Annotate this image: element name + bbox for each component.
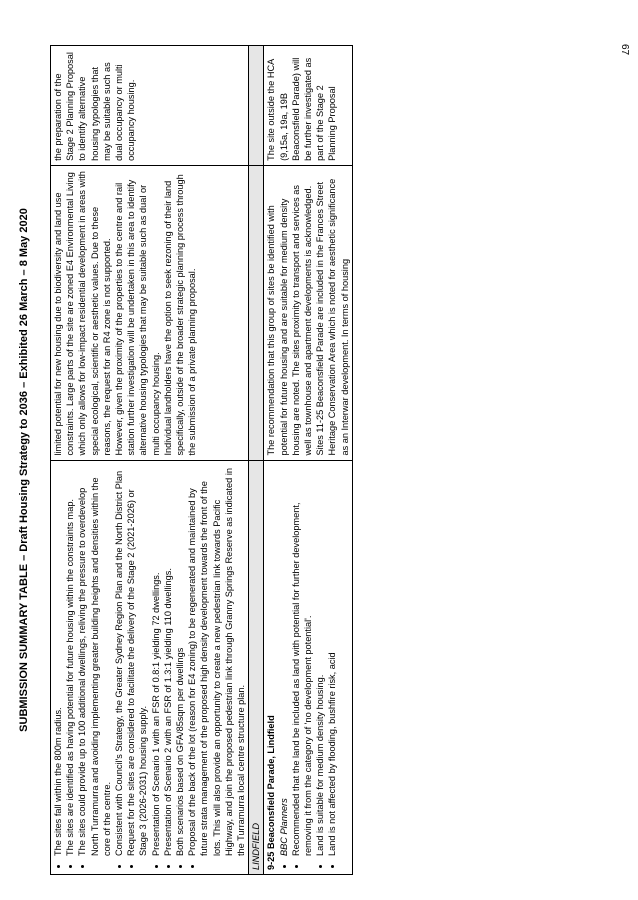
response-cell (51, 165, 249, 460)
action-cell (51, 46, 249, 166)
submission-summary-table (50, 45, 353, 875)
submission-cell (264, 460, 352, 874)
submitter-label: • BBC Planners (278, 465, 290, 856)
section-empty-cell (249, 46, 264, 166)
document-title: SUBMISSION SUMMARY TABLE – Draft Housing Strategy to 2036 – Exhibited 26 March – 8 May 2020 (18, 208, 30, 732)
response-paragraph: Individual landholders have the option to seek rezoning of their land specifically, outside of the broader strategic planning process through the submission of a private planning proposal. (162, 174, 198, 456)
response-paragraph: The recommendation that this group of sites be identified with potential for future housing and are suitable for medium density housing are noted. The sites proximity to transport and services as well as townhouse and apartment developments is acknowledged. (266, 185, 314, 456)
list-item: • Recommended that the land be included as land with potential for further development, removing it from the category of 'no development potential'. (290, 465, 314, 856)
submission-cell (51, 460, 249, 874)
submission-heading: 9-25 Beaconsfield Parade, Lindfield (266, 715, 277, 870)
list-item: • Request for the sites are considered to facilitate the delivery of the Stage 2 (2021-2026) or Stage 3 (2026-2031) housing supply. (125, 465, 149, 856)
section-row (249, 46, 264, 875)
submission-bullet-list (52, 465, 247, 870)
list-item: • The sites fall within the 800m radius. (52, 465, 64, 856)
response-paragraph: limited potential for new housing due to biodiversity and land use constraints. Large parts of the site are zoned E4 Environmental Living which only allows for low-impact residential development in areas with special ecological, scientific or aesthetic values. Due to these reasons, the request for an R4 zone is not supported. (53, 171, 112, 456)
page-number: 67 (618, 43, 630, 56)
list-item: • Proposal of the back of the lot (reason for E4 zoning) to be regenerated and maintained by future strata management of the proposed high density development towards the front of the lots. This will also provide an opportunity to create a new pedestrian link towards Pacific Highway, and join the proposed pedestrian link through Granny Springs Reserve as indicated in the Turramurra local centre structure plan. (186, 465, 247, 856)
list-item: • Land is suitable for medium density housing. (314, 465, 326, 856)
list-item: • Presentation of Scenario 2 with an FSR of 1.3:1 yielding 110 dwellings. (162, 465, 174, 856)
list-item: • Consistent with Council's Strategy, the Greater Sydney Region Plan and the North District Plan (113, 465, 125, 856)
list-item: • Land is not affected by flooding, bushfire risk, acid (326, 465, 338, 856)
rotated-page (0, 40, 638, 900)
action-text: The site outside the HCA (9,15a, 19a, 19B Beaconsfield Parade) will be further investigated as part of the Stage 2 Planning Proposal (266, 57, 338, 161)
action-text: the preparation of the Stage 2 Planning Proposal to identify alternative housing typologies that may be suitable such as dual occupancy or multi occupancy housing. (53, 52, 137, 161)
list-item: • The sites could provide up to 100 additional dwellings, reliving the pressure to overdevelop North Turramurra and avoiding implementing greater building heights and densities within the core of the centre. (76, 465, 113, 856)
list-item: • The sites are identified as having potential for future housing within the constraints map. (64, 465, 76, 856)
table-row (264, 46, 352, 875)
action-cell (264, 46, 352, 166)
section-label: LINDFIELD (249, 460, 264, 874)
response-paragraph: However, given the proximity of the properties to the centre and rail station further investigation will be undertaken in this area to identify alternative housing typologies that may be suitable such as dual or multi occupancy housing. (114, 179, 161, 456)
section-empty-cell (249, 165, 264, 460)
list-item: • Presentation of Scenario 1 with an FSR of 0.8:1 yielding 72 dwellings. (150, 465, 162, 856)
submission-bullet-list (278, 465, 339, 870)
response-cell (264, 165, 352, 460)
response-paragraph: Sites 11-25 Beaconsfield Parade are included in the Frances Street Heritage Conservation Area which is noted for aesthetic significance as an Interwar development. In terms of housing (315, 178, 350, 456)
list-item: • Both scenarios based on GFA/85sqm per dwellings (174, 465, 186, 856)
table-row (51, 46, 249, 875)
